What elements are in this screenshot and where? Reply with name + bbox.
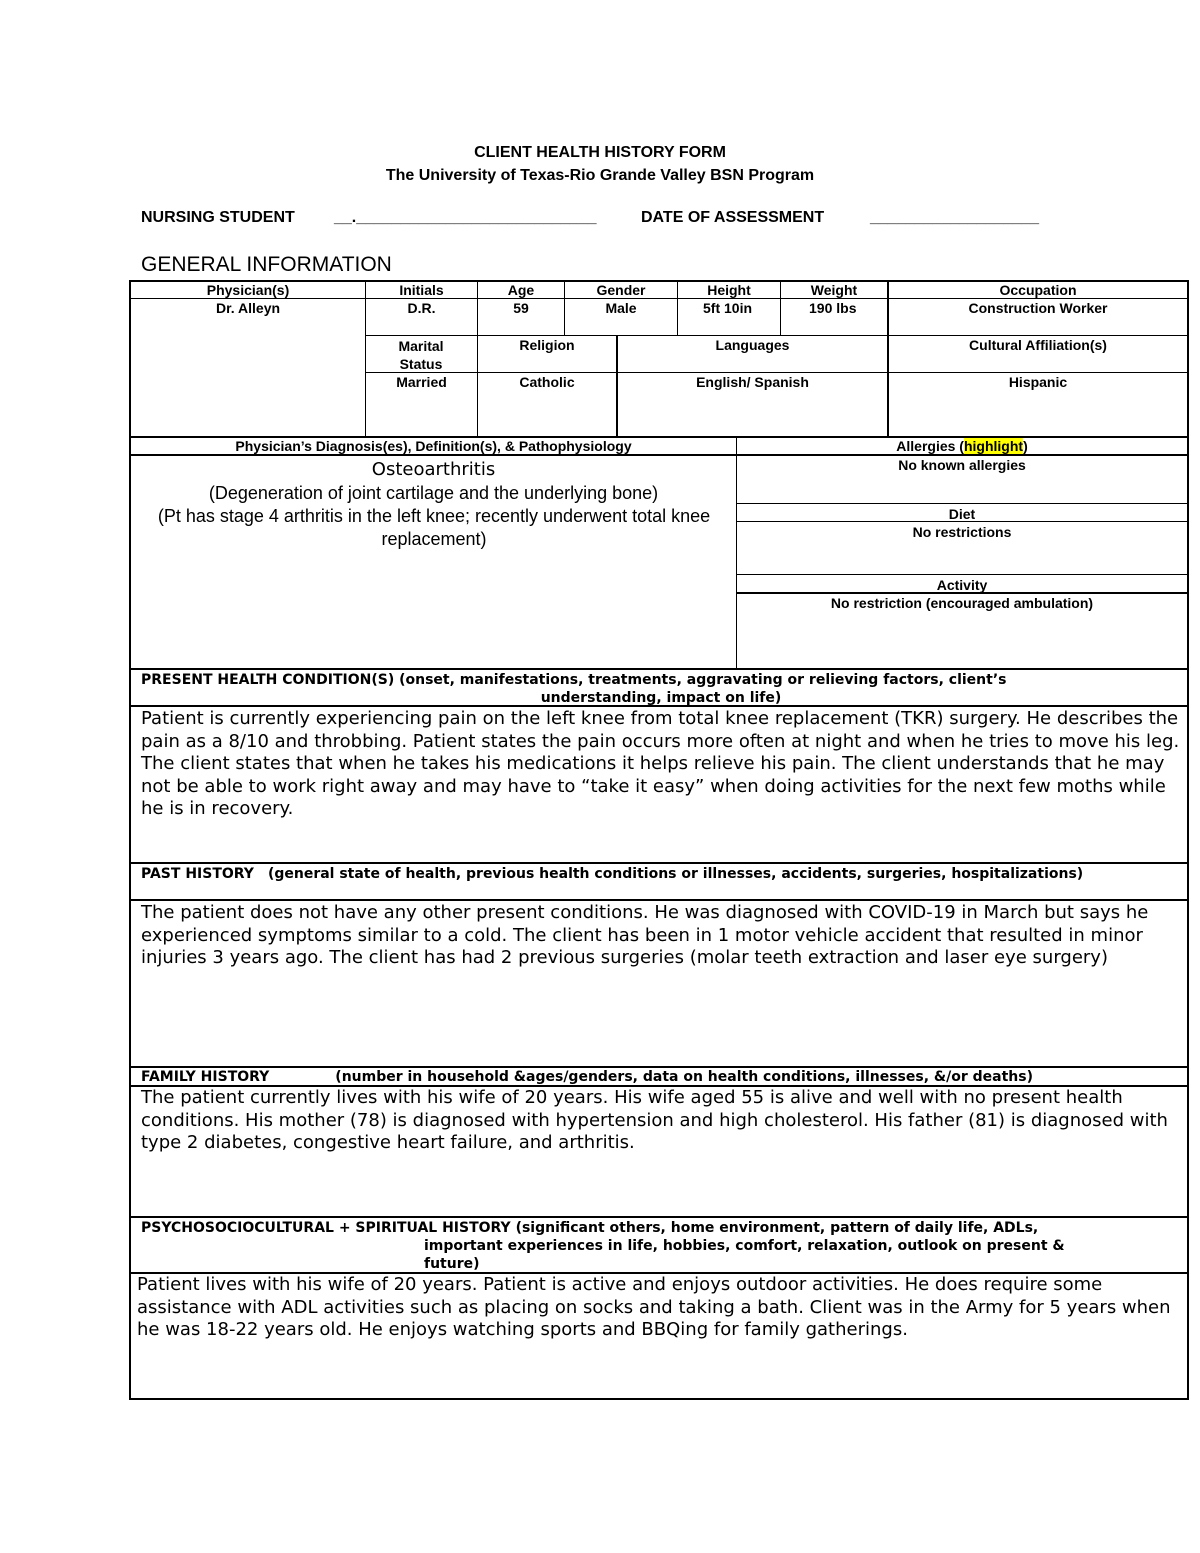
allergies-value[interactable]: No known allergies: [898, 457, 1026, 473]
gender-value[interactable]: Male: [605, 300, 637, 316]
family-history-body[interactable]: The patient currently lives with his wife of 20 years. His wife aged 55 is alive and well with no present health conditions. His mother (78) is diagnosed with hypertension and high cholesterol. His father (81) is diagnosed with type 2 diabetes, congestive heart failure, and arthritis.: [141, 1087, 1168, 1154]
initials-header: Initials: [399, 282, 444, 298]
general-information-heading: GENERAL INFORMATION: [141, 253, 392, 276]
table-border-right: [1187, 280, 1189, 1400]
row-divider: [129, 668, 1189, 670]
present-health-header-line1: PRESENT HEALTH CONDITION(S) (onset, manifestations, treatments, aggravating or relieving factors, client’s: [141, 672, 1007, 688]
allergies-header: [737, 438, 1187, 454]
form-title: CLIENT HEALTH HISTORY FORM: [474, 144, 726, 161]
age-value[interactable]: 59: [513, 300, 529, 316]
past-history-header: [141, 865, 1181, 883]
allergies-header-suffix: ): [1023, 438, 1028, 454]
diet-value[interactable]: No restrictions: [912, 524, 1012, 540]
row-divider: [129, 454, 1189, 456]
family-history-description: (number in household &ages/genders, data on health conditions, illnesses, &/or deaths): [335, 1069, 1033, 1085]
weight-value[interactable]: 190 lbs: [809, 300, 857, 316]
row-divider: [365, 335, 1189, 336]
activity-value[interactable]: No restriction (encouraged ambulation): [830, 595, 1094, 611]
present-health-header: [141, 671, 1181, 707]
allergies-header-highlight: highlight: [963, 438, 1024, 454]
cultural-affiliation-header: Cultural Affiliation(s): [969, 337, 1107, 353]
occupation-header: Occupation: [999, 282, 1077, 298]
marital-status-header: Marital Status: [398, 338, 444, 372]
family-history-header: [141, 1068, 1181, 1086]
past-history-label: PAST HISTORY: [141, 866, 254, 882]
cultural-affiliation-value[interactable]: Hispanic: [1008, 374, 1068, 390]
row-divider: [736, 503, 1189, 504]
diagnosis-definition[interactable]: (Degeneration of joint cartilage and the underlying bone): [208, 483, 659, 503]
psycho-history-header-line2: important experiences in life, hobbies, comfort, relaxation, outlook on present &: [424, 1238, 1065, 1254]
height-header: Height: [707, 282, 751, 298]
present-health-body[interactable]: Patient is currently experiencing pain on the left knee from total knee replacement (TKR) surgery. He describes the pain as a 8/10 and throbbing. Patient states the pain occurs more often at night and when he tries to move his leg. The client states that when he takes his medications it helps relieve his pain. The client understands that he may not be able to work right away and may have to “take it easy” when doing activities for the next few moths while he is in recovery.: [141, 708, 1180, 820]
height-value[interactable]: 5ft 10in: [703, 300, 753, 316]
family-history-label: FAMILY HISTORY: [141, 1069, 270, 1085]
past-history-body[interactable]: The patient does not have any other present conditions. He was diagnosed with COVID-19 in March but says he experienced symptoms similar to a cold. The client has been in 1 motor vehicle accident that resulted in minor injuries 3 years ago. The client has had 2 previous surgeries (molar teeth extraction and laser eye surgery): [141, 902, 1149, 969]
diagnosis-note[interactable]: (Pt has stage 4 arthritis in the left knee; recently underwent total knee replacement): [157, 506, 711, 549]
physician-header: Physician(s): [206, 282, 290, 298]
form-subtitle: The University of Texas-Rio Grande Valley BSN Program: [385, 167, 815, 184]
physician-value[interactable]: Dr. Alleyn: [215, 300, 281, 316]
psycho-history-body[interactable]: Patient lives with his wife of 20 years. Patient is active and enjoys outdoor activities. He does require some assistance with ADL activities such as placing on socks and taking a bath. Client was in the Army for 5 years when he was 18-22 years old. He enjoys watching sports and BBQing for family gatherings.: [137, 1274, 1171, 1341]
allergies-header-text: Allergies (: [896, 438, 964, 454]
marital-status-value[interactable]: Married: [396, 374, 447, 390]
row-divider: [129, 1216, 1189, 1218]
nursing-student-label: NURSING STUDENT: [141, 209, 295, 226]
row-divider: [129, 298, 1189, 299]
row-divider: [129, 899, 1189, 901]
psycho-history-header: [141, 1219, 1181, 1273]
occupation-value[interactable]: Construction Worker: [968, 300, 1108, 316]
activity-header: Activity: [936, 577, 988, 593]
gender-header: Gender: [596, 282, 646, 298]
religion-header: Religion: [519, 337, 575, 353]
date-of-assessment-field[interactable]: ___________________: [870, 209, 1040, 226]
row-divider: [129, 862, 1189, 864]
past-history-description: (general state of health, previous health conditions or illnesses, accidents, surgeries, hospitalizations): [267, 866, 1084, 882]
date-of-assessment-label: DATE OF ASSESSMENT: [641, 209, 825, 226]
present-health-header-line2: understanding, impact on life): [540, 690, 782, 706]
row-divider: [736, 574, 1189, 575]
diagnosis-header: Physician’s Diagnosis(es), Definition(s), & Pathophysiology: [235, 438, 632, 454]
diet-header: Diet: [948, 506, 976, 522]
initials-value[interactable]: D.R.: [407, 300, 436, 316]
psycho-history-header-line1: PSYCHOSOCIOCULTURAL + SPIRITUAL HISTORY (significant others, home environment, pattern of daily life, ADLs,: [141, 1220, 1039, 1236]
languages-value[interactable]: English/ Spanish: [696, 374, 809, 390]
age-header: Age: [507, 282, 535, 298]
diagnosis-name[interactable]: Osteoarthritis: [371, 459, 496, 480]
weight-header: Weight: [810, 282, 858, 298]
row-divider: [365, 372, 1189, 373]
religion-value[interactable]: Catholic: [519, 374, 575, 390]
nursing-student-field[interactable]: __.___________________________: [334, 209, 597, 226]
psycho-history-header-line3: future): [424, 1256, 480, 1272]
languages-header: Languages: [715, 337, 790, 353]
table-border-bottom: [129, 1398, 1189, 1400]
